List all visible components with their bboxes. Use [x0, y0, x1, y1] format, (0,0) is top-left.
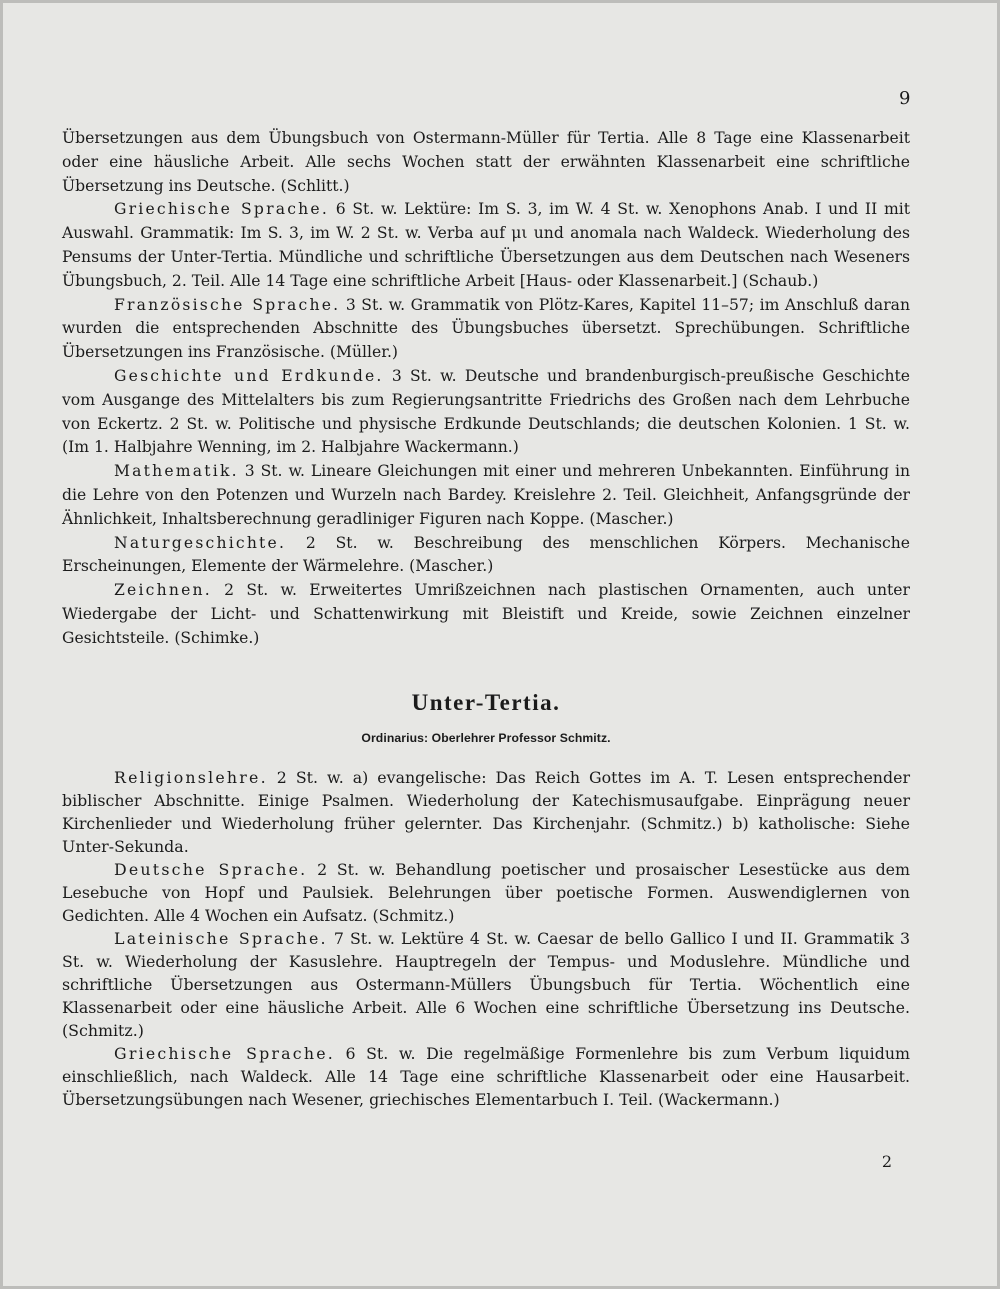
subject-heading: Griechische Sprache.: [114, 200, 329, 219]
paragraph-religion: [62, 766, 910, 858]
paragraph-latein: [62, 927, 910, 1042]
subject-heading: Geschichte und Erdkunde.: [114, 366, 384, 385]
untertertia-section: [62, 766, 910, 1111]
subject-heading: Französische Sprache.: [114, 295, 341, 314]
paragraph-text: 6 St. w. Lektüre: Im S. 3, im W. 4 St. w. Xenophons Anab. I und II mit Auswahl. Grammatik: Im S. 3, im W. 2 St. w. Verba auf μι und anomala nach Waldeck. Wiederholung des Pensums der Unter-Tertia. Mündliche und schriftliche Übersetzungen aus dem Deutschen nach Weseners Übungsbuch, 2. Teil. Alle 14 Tage eine schriftliche Arbeit [Haus- oder Klassenarbeit.] (Schaub.): [62, 200, 910, 290]
subject-heading: Griechische Sprache.: [114, 1044, 335, 1064]
paragraph-text: 2 St. w. a) evangelische: Das Reich Gottes im A. T. Lesen entsprechender biblischer Abschnitte. Einige Psalmen. Wiederholung der Katechismusaufgabe. Einprägung neuer Kirchenlieder und Wiederholung früher gelernter. Das Kirchenjahr. (Schmitz.) b) katholische: Siehe Unter-Sekunda.: [62, 768, 910, 857]
subject-heading: Mathematik.: [114, 462, 239, 481]
paragraph-text: 6 St. w. Die regelmäßige Formenlehre bis zum Verbum liquidum einschließlich, nach Waldeck. Alle 14 Tage eine schriftliche Klassenarbeit oder eine Hausarbeit. Übersetzungsübungen nach Wesener, griechisches Elementarbuch I. Teil. (Wackermann.): [62, 1044, 911, 1110]
ordinarius-line: Ordinarius: Oberlehrer Professor Schmitz.: [361, 730, 611, 745]
chapter-title: Unter-Tertia.: [411, 689, 561, 715]
paragraph-mathematik: [62, 460, 910, 531]
subject-heading: Deutsche Sprache.: [114, 860, 308, 880]
paragraph-deutsch: [62, 858, 910, 927]
paragraph-naturgeschichte: [62, 532, 910, 580]
paragraph-text: 7 St. w. Lektüre 4 St. w. Caesar de bello Gallico I und II. Grammatik 3 St. w. Wiederholung der Kasuslehre. Hauptregeln der Tempus- und Moduslehre. Mündliche und schriftliche Übersetzungen aus Ostermann-Müllers Übungsbuch für Tertia. Wöchentlich eine Klassenarbeit oder eine häusliche Arbeit. Alle 6 Wochen eine schriftliche Übersetzung ins Deutsche. (Schmitz.): [62, 929, 910, 1041]
paragraph-text: 3 St. w. Grammatik von Plötz-Kares, Kapitel 11–57; im Anschluß daran wurden die entsprechenden Abschnitte des Übungsbuches übersetzt. Sprechübungen. Schriftliche Übersetzungen ins Französische. (Müller.): [62, 295, 911, 362]
subject-heading: Naturgeschichte.: [114, 533, 287, 552]
paragraph-griechisch2: [62, 1042, 910, 1111]
subject-heading: Zeichnen.: [114, 581, 212, 600]
paragraph-text: Übersetzungen aus dem Übungsbuch von Ostermann-Müller für Tertia. Alle 8 Tage eine Klassenarbeit oder eine häusliche Arbeit. Alle sechs Wochen statt der erwähnten Klassenarbeit eine schriftliche Übersetzung ins Deutsche. (Schlitt.): [62, 129, 910, 195]
document-body: [62, 127, 910, 1111]
paragraph-uebersetzung: [62, 127, 910, 198]
signature-mark: 2: [881, 1152, 892, 1171]
subject-heading: Lateinische Sprache.: [114, 929, 328, 949]
paragraph-text: 2 St. w. Erweitertes Umrißzeichnen nach plastischen Ornamenten, auch unter Wiedergabe der Licht- und Schattenwirkung mit Bleistift und Kreide, sowie Zeichnen einzelner Gesichtsteile. (Schimke.): [62, 581, 910, 647]
paragraph-text: 3 St. w. Deutsche und brandenburgisch-preußische Geschichte vom Ausgange des Mittelalters bis zum Regierungsantritte Friedrichs des Großen nach dem Lehrbuche von Eckertz. 2 St. w. Politische und physische Erdkunde Deutschlands; die deutschen Kolonien. 1 St. w. (Im 1. Halbjahre Wenning, im 2. Halbjahre Wackermann.): [62, 366, 910, 457]
page-number: 9: [899, 88, 911, 109]
paragraph-text: 2 St. w. Beschreibung des menschlichen Körpers. Mechanische Erscheinungen, Elemente der Wärmelehre. (Mascher.): [62, 533, 910, 576]
paragraph-griechisch: [62, 198, 910, 293]
paragraph-text: 2 St. w. Behandlung poetischer und prosaischer Lesestücke aus dem Lesebuche von Hopf und Paulsiek. Belehrungen über poetische Formen. Auswendiglernen von Gedichten. Alle 4 Wochen ein Aufsatz. (Schmitz.): [62, 860, 911, 926]
quarta-continuation: [62, 127, 910, 651]
subject-heading: Religionslehre.: [114, 768, 268, 788]
paragraph-franzoesisch: [62, 294, 910, 365]
paragraph-text: 3 St. w. Lineare Gleichungen mit einer und mehreren Unbekannten. Einführung in die Lehre von den Potenzen und Wurzeln nach Bardey. Kreislehre 2. Teil. Gleichheit, Anfangsgründe der Ähnlichkeit, Inhaltsberechnung geradliniger Figuren nach Koppe. (Mascher.): [62, 462, 910, 528]
paragraph-zeichnen: [62, 579, 910, 650]
paragraph-geschichte: [62, 365, 910, 460]
